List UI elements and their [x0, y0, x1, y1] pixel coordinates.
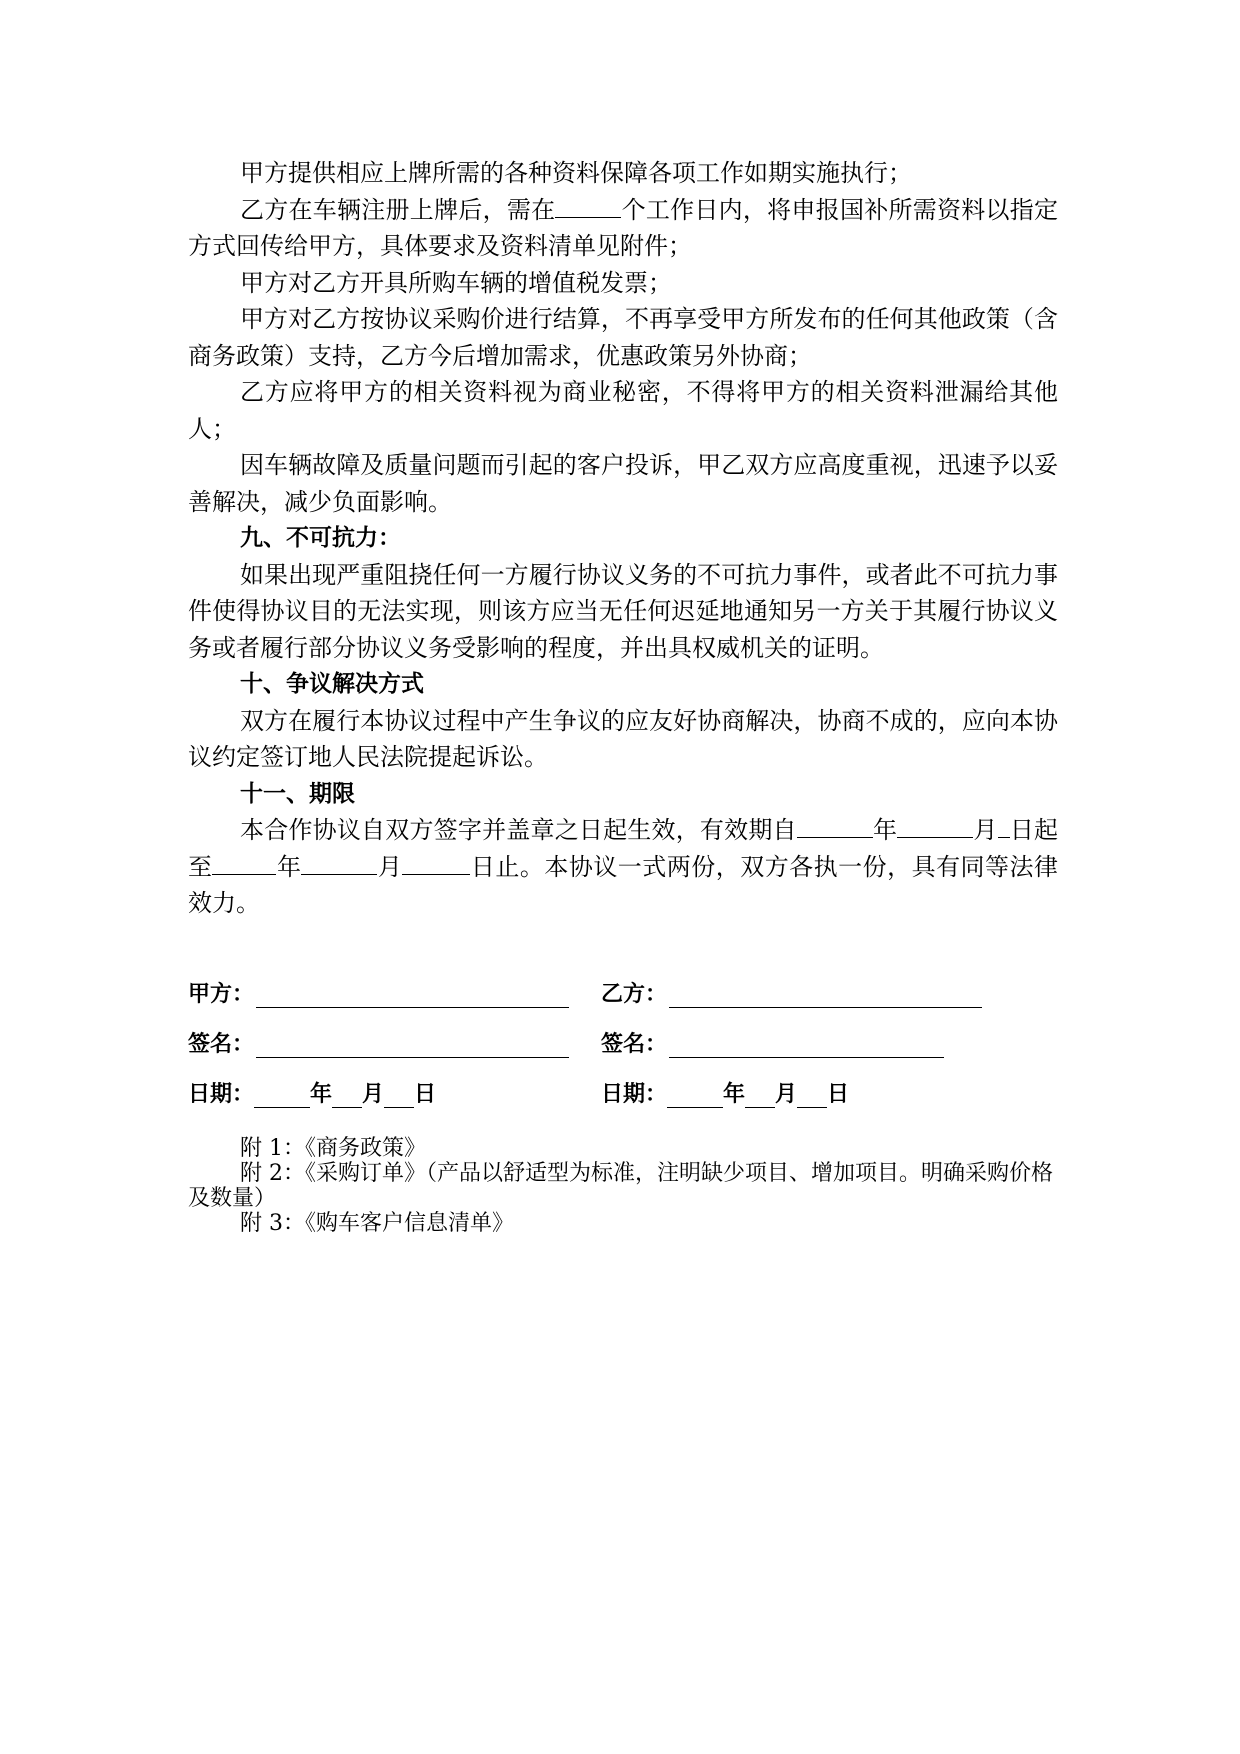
attachment-item: 附 2：《采购订单》（产品以舒适型为标准，注明缺少项目、增加项目。明确采购价格及数量） — [188, 1160, 1053, 1211]
attachments-list — [188, 1136, 1058, 1236]
clause-text: 甲方提供相应上牌所需的各种资料保障各项工作如期实施执行； — [240, 159, 912, 187]
clause-text — [188, 192, 1058, 265]
clause-text-part: 乙方在车辆注册上牌后，需在 — [240, 195, 556, 224]
section-heading: 十一、期限 — [240, 780, 355, 807]
party-a-date-cell — [188, 1077, 601, 1108]
attachment-item: 附 3：《购车客户信息清单》 — [240, 1210, 514, 1236]
party-b-sign-cell — [601, 1027, 1014, 1058]
section-heading: 十、争议解决方式 — [240, 671, 424, 697]
date-row — [188, 1058, 1058, 1108]
sign-row — [188, 1008, 1058, 1058]
year-field[interactable] — [667, 1085, 723, 1108]
month-field[interactable] — [745, 1085, 775, 1108]
clause-text: 因车辆故障及质量问题而引起的客户投诉，甲乙双方应高度重视，迅速予以妥善解决，减少负面影响。 — [188, 451, 1058, 516]
agreement-page — [188, 155, 1058, 1236]
party-row — [188, 958, 1058, 1008]
day-label: 日 — [414, 1081, 437, 1107]
party-a-field[interactable] — [256, 985, 569, 1008]
term-month-label: 月 — [377, 852, 403, 881]
date-label: 日期： — [188, 1081, 255, 1107]
month-label: 月 — [775, 1081, 798, 1107]
section-text: 双方在履行本协议过程中产生争议的应友好协商解决，协商不成的，应向本协议约定签订地人民法院提起诉讼。 — [188, 706, 1058, 771]
party-b-field[interactable] — [669, 985, 982, 1008]
term-year-label: 年 — [872, 816, 898, 844]
day-blank[interactable] — [998, 813, 1010, 838]
month-blank[interactable] — [897, 813, 973, 838]
attachment-item: 附 1：《商务政策》 — [240, 1135, 426, 1161]
year-field[interactable] — [254, 1085, 310, 1108]
section-heading: 九、不可抗力： — [240, 525, 401, 551]
party-a-sign-field[interactable] — [256, 1035, 569, 1058]
party-a-sign-cell — [188, 1027, 601, 1058]
term-text-part: 日止。本协议一式两份，双方各执一份，具有同等法律效力。 — [188, 852, 1059, 917]
day-field[interactable] — [384, 1085, 414, 1108]
party-a-cell — [188, 977, 601, 1008]
month-field[interactable] — [332, 1085, 362, 1108]
term-text-part: 日起至 — [188, 816, 1059, 881]
term-month-label: 月 — [973, 816, 998, 844]
month-blank[interactable] — [301, 850, 377, 875]
party-b-cell — [601, 977, 1014, 1008]
year-label: 年 — [723, 1081, 746, 1107]
year-blank[interactable] — [212, 850, 276, 875]
year-label: 年 — [310, 1081, 333, 1107]
signature-block — [188, 958, 1058, 1108]
party-b-sign-field[interactable] — [669, 1035, 944, 1058]
day-field[interactable] — [797, 1085, 827, 1108]
clause-text: 甲方对乙方开具所购车辆的增值税发票； — [240, 268, 672, 297]
clause-text: 甲方对乙方按协议采购价进行结算，不再享受甲方所发布的任何其他政策（含商务政策）支持，乙方今后增加需求，优惠政策另外协商； — [188, 305, 1058, 370]
sign-label: 签名： — [188, 1031, 255, 1057]
date-label: 日期： — [601, 1081, 668, 1107]
month-label: 月 — [362, 1081, 385, 1107]
day-label: 日 — [827, 1081, 850, 1107]
party-a-label: 甲方： — [188, 981, 255, 1007]
year-blank[interactable] — [797, 813, 873, 838]
clause-text: 乙方应将甲方的相关资料视为商业秘密，不得将甲方的相关资料泄漏给其他人； — [188, 378, 1058, 443]
day-blank[interactable] — [402, 850, 470, 875]
term-year-label: 年 — [276, 852, 302, 881]
sign-label: 签名： — [601, 1031, 668, 1057]
section-text: 如果出现严重阻挠任何一方履行协议义务的不可抗力事件，或者此不可抗力事件使得协议目的无法实现，则该方应当无任何迟延地通知另一方关于其履行协议义务或者履行部分协议义务受影响的程度，并出具权威机关的证明。 — [188, 560, 1058, 662]
party-b-label: 乙方： — [601, 981, 668, 1007]
term-text-part: 本合作协议自双方签字并盖章之日起生效，有效期自 — [240, 816, 797, 844]
fill-blank[interactable] — [555, 193, 621, 218]
party-b-date-cell — [601, 1077, 1014, 1108]
section-text — [188, 812, 1058, 922]
clause-text-part: 个工作日内，将申报国补所需资料以指定方式回传给甲方，具体要求及资料清单见附件； — [188, 195, 1059, 260]
